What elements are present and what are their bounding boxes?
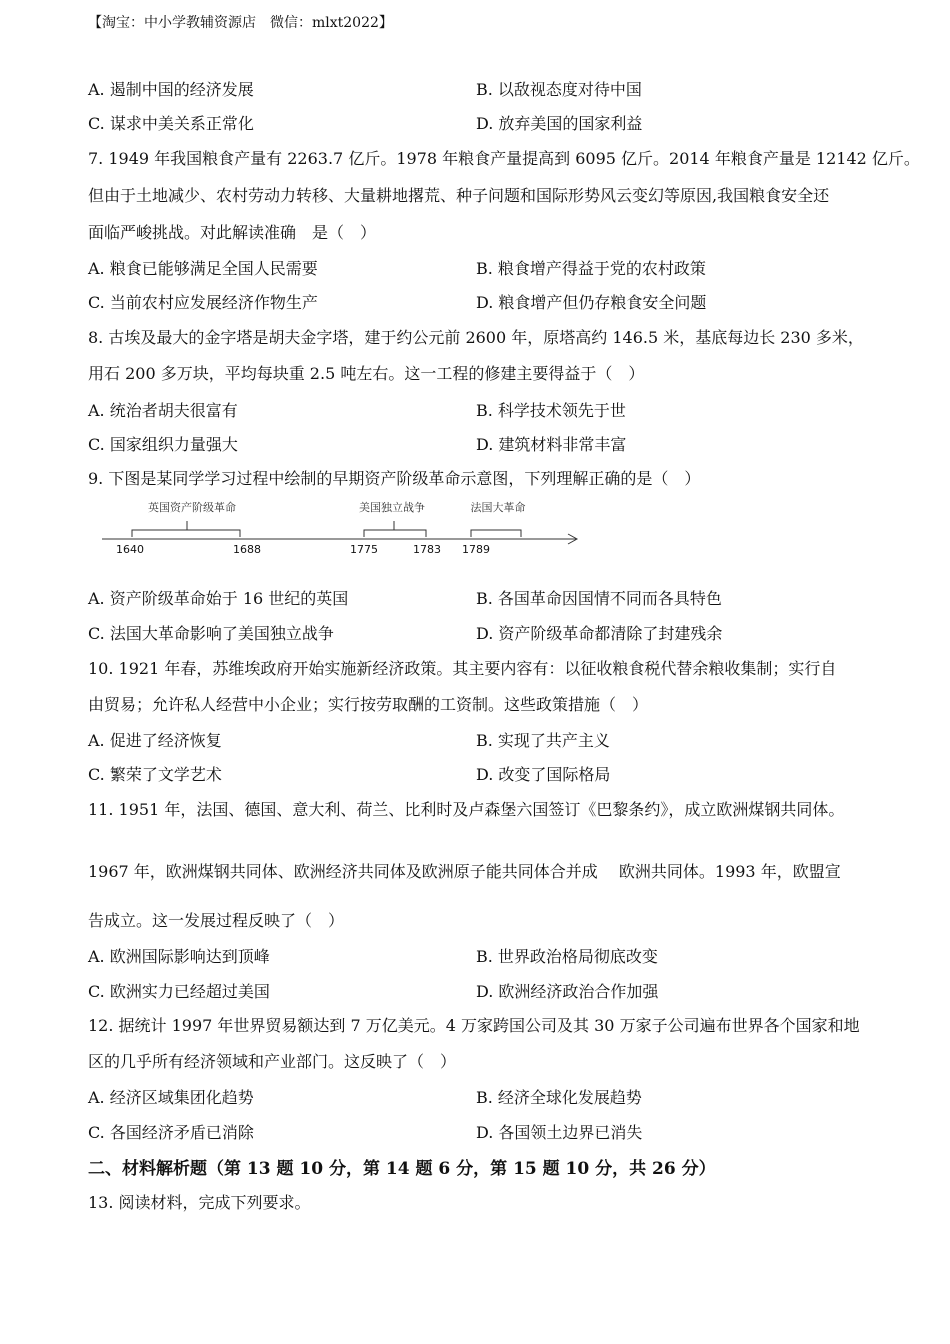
q10-stem-line1: 10. 1921 年春，苏维埃政府开始实施新经济政策。其主要内容有：以征收粮食税代替余粮收集制；实行自 xyxy=(88,659,837,678)
q11-stem-line1: 11. 1951 年，法国、德国、意大利、荷兰、比利时及卢森堡六国签订《巴黎条约》，成立欧洲煤钢共同体。 xyxy=(88,800,845,819)
q9-option-d: D. 资产阶级革命都清除了封建残余 xyxy=(476,624,723,643)
q7-option-b: B. 粮食增产得益于党的农村政策 xyxy=(476,259,706,278)
page-header: 【淘宝：中小学教辅资源店 微信：mlxt2022】 xyxy=(88,15,393,31)
q11-stem-line3: 告成立。这一发展过程反映了（ ） xyxy=(88,911,345,930)
q9-stem: 9. 下图是某同学学习过程中绘制的早期资产阶级革命示意图，下列理解正确的是（ ） xyxy=(88,469,701,488)
q10-option-b: B. 实现了共产主义 xyxy=(476,731,610,750)
q12-option-b: B. 经济全球化发展趋势 xyxy=(476,1088,642,1107)
bracket-french-revolution xyxy=(471,530,521,537)
bracket-american-war xyxy=(364,530,426,537)
q7-option-c: C. 当前农村应发展经济作物生产 xyxy=(88,293,318,312)
q8-option-d: D. 建筑材料非常丰富 xyxy=(476,435,627,454)
q12-stem-line1: 12. 据统计 1997 年世界贸易额达到 7 万亿美元。4 万家跨国公司及其 30 万家子公司遍布世界各个国家和地 xyxy=(88,1016,860,1035)
q8-option-c: C. 国家组织力量强大 xyxy=(88,435,238,454)
q6-option-d: D. 放弃美国的国家利益 xyxy=(476,114,643,133)
q11-option-c: C. 欧洲实力已经超过美国 xyxy=(88,982,270,1001)
q12-stem-line2: 区的几乎所有经济领域和产业部门。这反映了（ ） xyxy=(88,1052,457,1071)
q6-option-c: C. 谋求中美关系正常化 xyxy=(88,114,254,133)
label-american-war: 美国独立战争 xyxy=(359,501,425,514)
year-1775: 1775 xyxy=(350,543,378,556)
q9-option-c: C. 法国大革命影响了美国独立战争 xyxy=(88,624,334,643)
section-heading: 二、材料解析题（第 13 题 10 分，第 14 题 6 分，第 15 题 10 分，共 26 分） xyxy=(88,1159,716,1179)
revolution-timeline-diagram xyxy=(98,495,588,565)
label-english-revolution: 英国资产阶级革命 xyxy=(148,501,236,514)
q13-stem: 13. 阅读材料，完成下列要求。 xyxy=(88,1193,311,1212)
q8-option-b: B. 科学技术领先于世 xyxy=(476,401,626,420)
year-1783: 1783 xyxy=(413,543,441,556)
year-1640: 1640 xyxy=(116,543,144,556)
q7-stem-line1: 7. 1949 年我国粮食产量有 2263.7 亿斤。1978 年粮食产量提高到 6095 亿斤。2014 年粮食产量是 12142 亿斤。 xyxy=(88,149,920,168)
year-1789: 1789 xyxy=(462,543,490,556)
q7-option-d: D. 粮食增产但仍存粮食安全问题 xyxy=(476,293,707,312)
q10-stem-line2: 由贸易；允许私人经营中小企业；实行按劳取酬的工资制。这些政策措施（ ） xyxy=(88,695,649,714)
q11-option-b: B. 世界政治格局彻底改变 xyxy=(476,947,658,966)
q10-option-c: C. 繁荣了文学艺术 xyxy=(88,765,222,784)
year-1688: 1688 xyxy=(233,543,261,556)
q6-option-a: A. 遏制中国的经济发展 xyxy=(88,80,254,99)
q12-option-d: D. 各国领土边界已消失 xyxy=(476,1123,643,1142)
q9-option-a: A. 资产阶级革命始于 16 世纪的英国 xyxy=(88,589,349,608)
q10-option-a: A. 促进了经济恢复 xyxy=(88,731,222,750)
q7-stem-line3: 面临严峻挑战。对此解读准确 是（ ） xyxy=(88,223,377,242)
q12-option-a: A. 经济区域集团化趋势 xyxy=(88,1088,254,1107)
q10-option-d: D. 改变了国际格局 xyxy=(476,765,611,784)
bracket-english-revolution xyxy=(132,530,240,537)
q8-option-a: A. 统治者胡夫很富有 xyxy=(88,401,238,420)
label-french-revolution: 法国大革命 xyxy=(470,501,526,514)
q8-stem-line1: 8. 古埃及最大的金字塔是胡夫金字塔，建于约公元前 2600 年，原塔高约 146.5 米，基底每边长 230 多米， xyxy=(88,328,864,347)
q12-option-c: C. 各国经济矛盾已消除 xyxy=(88,1123,254,1142)
q11-option-d: D. 欧洲经济政治合作加强 xyxy=(476,982,659,1001)
q7-option-a: A. 粮食已能够满足全国人民需要 xyxy=(88,259,318,278)
q8-stem-line2: 用石 200 多万块，平均每块重 2.5 吨左右。这一工程的修建主要得益于（ ） xyxy=(88,364,645,383)
q11-option-a: A. 欧洲国际影响达到顶峰 xyxy=(88,947,270,966)
q9-option-b: B. 各国革命因国情不同而各具特色 xyxy=(476,589,722,608)
q6-option-b: B. 以敌视态度对待中国 xyxy=(476,80,642,99)
q11-stem-line2: 1967 年，欧洲煤钢共同体、欧洲经济共同体及欧洲原子能共同体合并成 欧洲共同体。1993 年，欧盟宣 xyxy=(88,862,841,881)
q7-stem-line2: 但由于土地减少、农村劳动力转移、大量耕地撂荒、种子问题和国际形势风云变幻等原因,我国粮食安全还 xyxy=(88,186,830,205)
